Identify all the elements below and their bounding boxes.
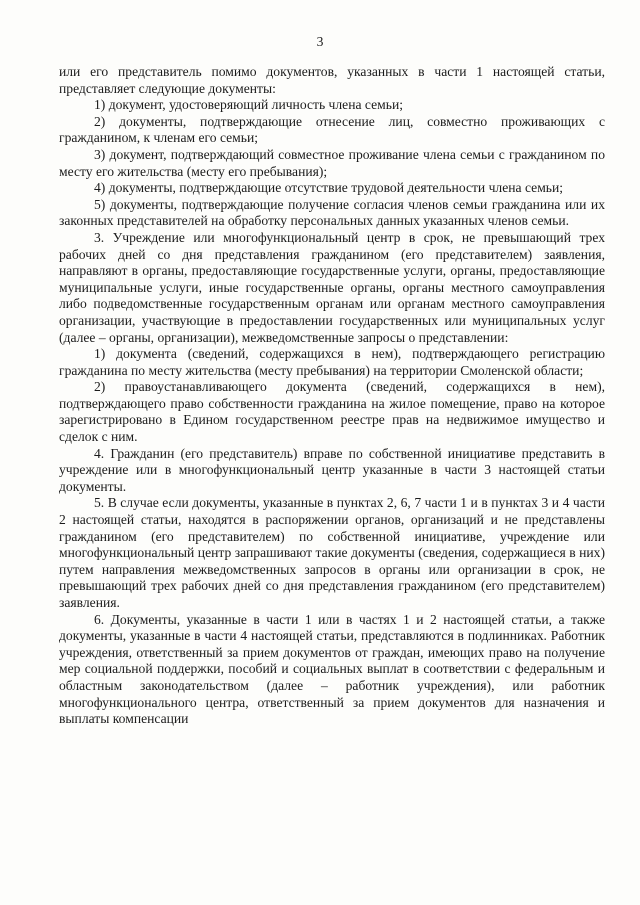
paragraph: 5. В случае если документы, указанные в пунктах 2, 6, 7 части 1 и в пунктах 3 и 4 части 2 настоящей статьи, находятся в распоряжении органов, организаций и не представлены гражданином (его представителем) по собственной инициативе, учреждение или многофункциональный центр запрашивают такие документы (сведения, содержащиеся в них) путем направления межведомственных запросов в органы или организации в срок, не превышающий трех рабочих дней со дня представления гражданином (его представителем) заявления.	[59, 495, 605, 610]
page-number: 3	[316, 34, 324, 49]
paragraph: 2) правоустанавливающего документа (сведений, содержащихся в нем), подтверждающего право собственности гражданина на жилое помещение, право на которое зарегистрировано в Едином государственном реестре прав на недвижимое имущество и сделок с ним.	[59, 379, 605, 445]
paragraph: 3) документ, подтверждающий совместное проживание члена семьи с гражданином по месту его жительства (месту его пребывания);	[59, 146, 605, 179]
paragraph: 4. Гражданин (его представитель) вправе по собственной инициативе представить в учреждение или в многофункциональный центр указанные в части 3 настоящей статьи документы.	[59, 445, 605, 494]
paragraph: 2) документы, подтверждающие отнесение лиц, совместно проживающих с гражданином, к членам его семьи;	[59, 113, 605, 146]
paragraph: 4) документы, подтверждающие отсутствие трудовой деятельности члена семьи;	[94, 180, 564, 196]
paragraph: 1) документ, удостоверяющий личность члена семьи;	[94, 97, 403, 113]
document-body	[59, 64, 605, 728]
paragraph: 1) документа (сведений, содержащихся в нем), подтверждающего регистрацию гражданина по месту жительства (месту пребывания) на территории Смоленской области;	[59, 346, 605, 378]
paragraph: 6. Документы, указанные в части 1 или в частях 1 и 2 настоящей статьи, а также документы, указанные в части 4 настоящей статьи, представляются в подлинниках. Работник учреждения, ответственный за прием документов от граждан, имеющих право на получение мер социальной поддержки, пособий и социальных выплат в соответствии с федеральным и областным законодательством (далее – работник учреждения), или работник многофункционального центра, ответственный за прием документов для назначения и выплаты компенсации	[59, 611, 605, 727]
paragraph: 3. Учреждение или многофункциональный центр в срок, не превышающий трех рабочих дней со дня представления гражданином (его представителем) заявления, направляют в органы, предоставляющие государственные услуги, органы, предоставляющие муниципальные услуги, иные государственные органы, органы местного самоуправления либо подведомственные государственным органам или органам местного самоуправления организации, участвующие в предоставлении государственных или муниципальных услуг (далее – органы, организации), межведомственные запросы о представлении:	[59, 229, 605, 345]
paragraph: 5) документы, подтверждающие получение согласия членов семьи гражданина или их законных представителей на обработку персональных данных указанных членов семьи.	[59, 196, 605, 229]
paragraph: или его представитель помимо документов, указанных в части 1 настоящей статьи, представляет следующие документы:	[59, 64, 605, 96]
